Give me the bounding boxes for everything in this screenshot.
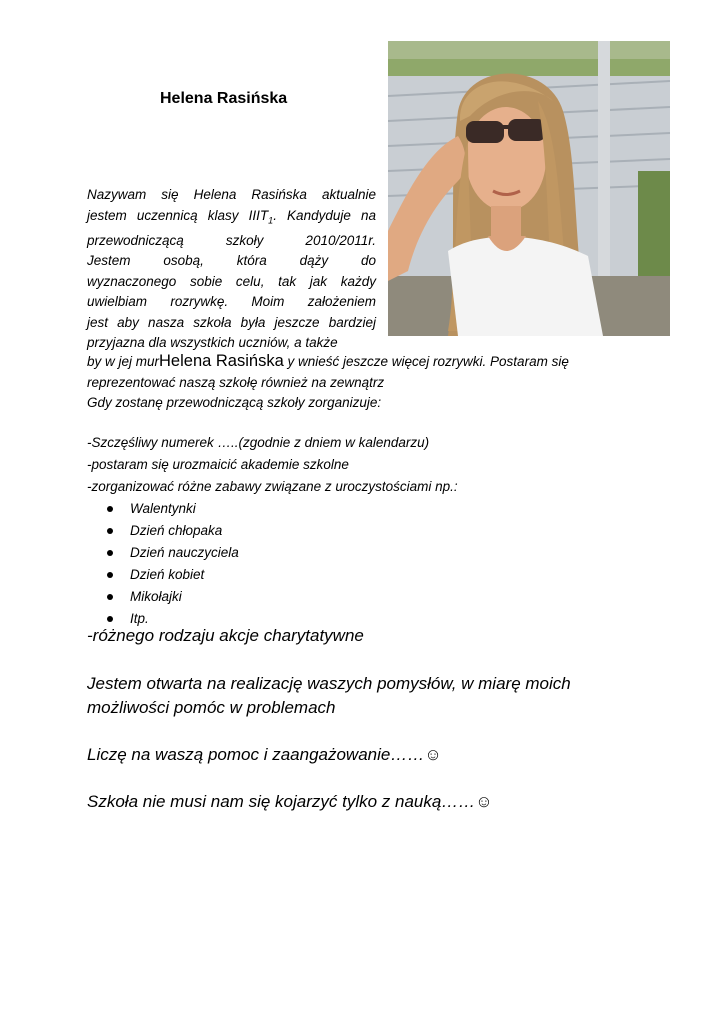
help-line: Liczę na waszą pomoc i zaangażowanie……☺ bbox=[87, 745, 442, 764]
bullet-icon bbox=[107, 528, 113, 534]
school-line: Szkoła nie musi nam się kojarzyć tylko z nauką……☺ bbox=[87, 792, 493, 811]
inline-name: Helena Rasińska bbox=[159, 352, 284, 370]
continuation-line: by w jej murHelena Rasińska y wnieść jeszcze więcej rozrywki. Postaram się bbox=[87, 352, 569, 370]
page-title: Helena Rasińska bbox=[160, 90, 288, 107]
event-item: Dzień chłopaka bbox=[87, 520, 647, 542]
intro-line: wyznaczonego sobie celu, tak jak każdy bbox=[87, 273, 376, 289]
bullet-icon bbox=[107, 572, 113, 578]
plan-item: -Szczęśliwy numerek …..(zgodnie z dniem w kalendarzu) bbox=[87, 435, 430, 450]
openness-paragraph bbox=[87, 672, 647, 720]
bullet-icon bbox=[107, 616, 113, 622]
plan-item: -zorganizować różne zabawy związane z uroczystościami np.: bbox=[87, 479, 458, 494]
bullet-icon bbox=[107, 506, 113, 512]
bullet-icon bbox=[107, 594, 113, 600]
continuation-line: reprezentować naszą szkołę również na zewnątrz bbox=[87, 374, 385, 390]
plans-section bbox=[87, 432, 647, 630]
charity-line: -różnego rodzaju akcje charytatywne bbox=[87, 626, 364, 645]
continuation-line: Gdy zostanę przewodniczącą szkoły zorganizuje: bbox=[87, 395, 382, 410]
openness-line: Jestem otwarta na realizację waszych pomysłów, w miarę moich bbox=[87, 674, 571, 693]
intro-line: przewodniczącą szkoły 2010/2011r. bbox=[87, 232, 376, 248]
plan-item: -postaram się urozmaicić akademie szkolne bbox=[87, 457, 349, 472]
intro-line: Jestem osobą, która dąży do bbox=[87, 253, 376, 269]
intro-line: przyjazna dla wszystkich uczniów, a także bbox=[87, 335, 338, 351]
events-list bbox=[87, 498, 647, 630]
intro-line: jestem uczennicą klasy $IIIT_1$. Kandyduje na bbox=[87, 207, 376, 226]
openness-line: możliwości pomóc w problemach bbox=[87, 698, 336, 717]
portrait-image bbox=[388, 41, 670, 336]
intro-line: uwielbiam rozrywkę. Moim założeniem bbox=[87, 294, 376, 310]
candidate-photo bbox=[388, 41, 670, 336]
bullet-icon bbox=[107, 550, 113, 556]
intro-line: Nazywam się Helena Rasińska aktualnie bbox=[87, 187, 376, 202]
intro-line: jest aby nasza szkoła była jeszcze bardziej bbox=[87, 314, 376, 330]
event-item: Dzień nauczyciela bbox=[87, 542, 647, 564]
continuation-paragraph bbox=[87, 351, 657, 414]
intro-paragraph bbox=[87, 185, 376, 354]
event-item: Itp. bbox=[87, 608, 647, 630]
event-item: Walentynki bbox=[87, 498, 647, 520]
event-item: Mikołajki bbox=[87, 586, 647, 608]
event-item: Dzień kobiet bbox=[87, 564, 647, 586]
